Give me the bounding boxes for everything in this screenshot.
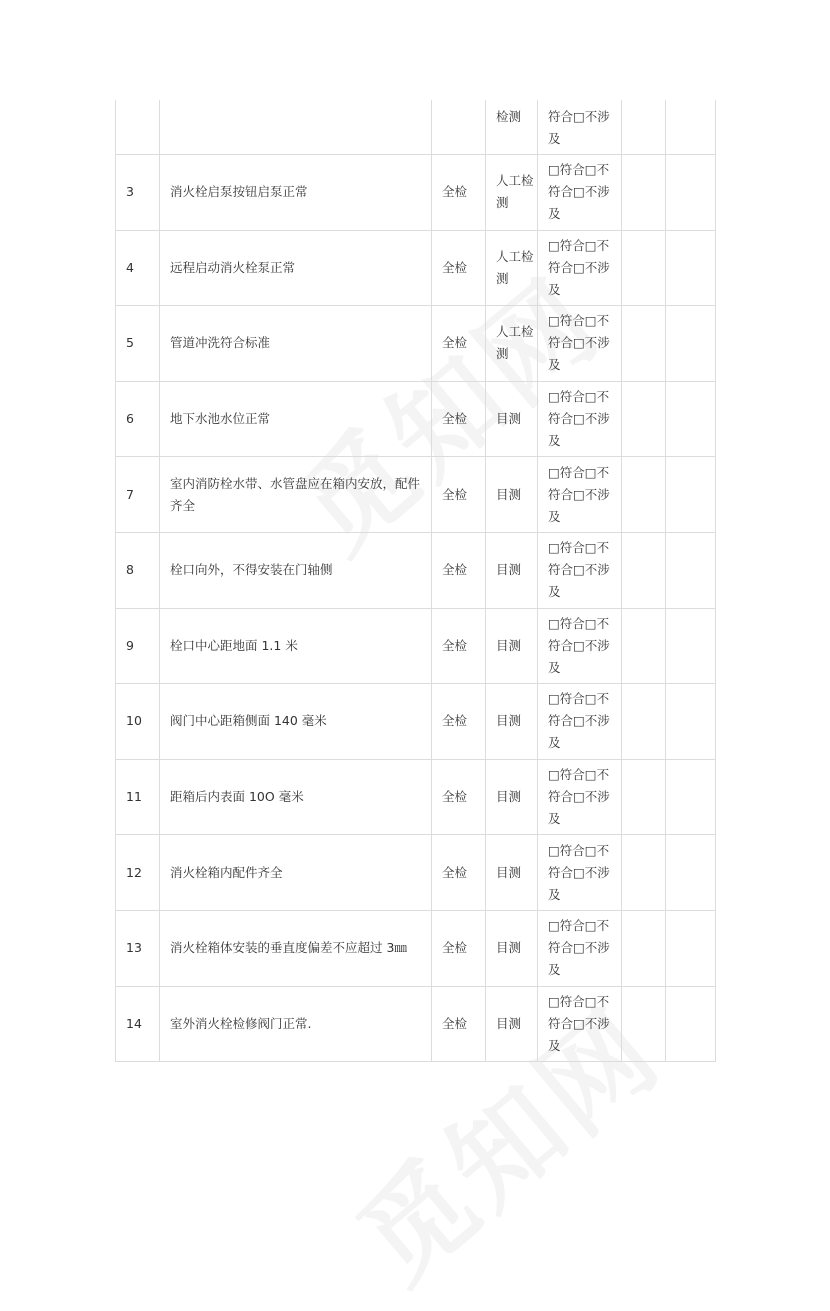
method-text: 人工检测 [496, 248, 534, 286]
scope-text: 全检 [442, 1015, 468, 1031]
number-text: 8 [126, 562, 134, 578]
method-cell [486, 532, 538, 608]
number-text: 3 [126, 184, 134, 200]
method-text: 目测 [496, 1015, 522, 1031]
remark-cell [666, 532, 716, 608]
number-cell [116, 835, 160, 911]
status-text: □符合□不符合□不涉及 [548, 918, 610, 978]
number-cell [116, 381, 160, 457]
scope-cell [432, 155, 486, 231]
status-text: □符合□不符合□不涉及 [548, 162, 610, 222]
number-cell [116, 532, 160, 608]
item-cell [160, 835, 432, 911]
scope-text: 全检 [442, 940, 468, 956]
status-cell [538, 457, 622, 533]
table-row [116, 532, 716, 608]
number-text: 14 [126, 1015, 142, 1031]
number-cell [116, 684, 160, 760]
table-row [116, 759, 716, 835]
item-cell [160, 910, 432, 986]
table-row [116, 986, 716, 1062]
table-row [116, 835, 716, 911]
item-text: 栓口向外，不得安装在门轴侧 [170, 562, 333, 578]
number-text: 9 [126, 637, 134, 653]
method-cell [486, 986, 538, 1062]
table-row [116, 306, 716, 382]
status-cell [538, 608, 622, 684]
scope-cell [432, 986, 486, 1062]
item-text: 阀门中心距箱侧面 140 毫米 [170, 713, 327, 729]
remark-cell [666, 457, 716, 533]
number-text: 4 [126, 259, 134, 275]
scope-text: 全检 [442, 562, 468, 578]
result-cell [622, 457, 666, 533]
status-text: □符合□不符合□不涉及 [548, 464, 610, 524]
item-text: 距箱后内表面 10O 毫米 [170, 789, 304, 805]
scope-cell [432, 835, 486, 911]
item-cell [160, 986, 432, 1062]
number-text: 6 [126, 411, 134, 427]
remark-cell [666, 986, 716, 1062]
status-text: □符合□不符合□不涉及 [548, 313, 610, 373]
item-cell [160, 381, 432, 457]
item-cell [160, 230, 432, 306]
item-text: 消火栓箱体安装的垂直度偏差不应超过 3㎜ [170, 940, 407, 956]
result-cell [622, 986, 666, 1062]
scope-cell [432, 306, 486, 382]
result-cell [622, 684, 666, 760]
status-cell [538, 986, 622, 1062]
scope-cell [432, 100, 486, 155]
method-cell [486, 457, 538, 533]
result-cell [622, 759, 666, 835]
method-text: 检测 [496, 109, 522, 124]
scope-text: 全检 [442, 259, 468, 275]
item-text: 室内消防栓水带、水管盘应在箱内安放，配件齐全 [170, 475, 421, 513]
remark-cell [666, 100, 716, 155]
item-text: 远程启动消火栓泵正常 [170, 259, 296, 275]
number-cell [116, 230, 160, 306]
status-text: □符合□不符合□不涉及 [548, 842, 610, 902]
number-cell [116, 457, 160, 533]
status-cell [538, 532, 622, 608]
status-text: □符合□不符合□不涉及 [548, 237, 610, 297]
method-text: 目测 [496, 789, 522, 805]
table-row [116, 684, 716, 760]
remark-cell [666, 759, 716, 835]
remark-cell [666, 155, 716, 231]
result-cell [622, 230, 666, 306]
result-cell [622, 381, 666, 457]
method-text: 人工检测 [496, 324, 534, 362]
scope-cell [432, 532, 486, 608]
scope-text: 全检 [442, 864, 468, 880]
remark-cell [666, 910, 716, 986]
number-cell [116, 100, 160, 155]
method-text: 目测 [496, 486, 522, 502]
status-cell [538, 759, 622, 835]
remark-cell [666, 381, 716, 457]
method-text: 目测 [496, 637, 522, 653]
status-cell [538, 155, 622, 231]
result-cell [622, 306, 666, 382]
number-text: 12 [126, 864, 142, 880]
status-text: □符合□不符合□不涉及 [548, 993, 610, 1053]
item-text: 管道冲洗符合标准 [170, 335, 271, 351]
inspection-table [115, 100, 716, 1062]
item-cell [160, 457, 432, 533]
method-cell [486, 381, 538, 457]
number-cell [116, 986, 160, 1062]
table-row [116, 381, 716, 457]
item-cell [160, 759, 432, 835]
scope-cell [432, 608, 486, 684]
status-text: □符合□不符合□不涉及 [548, 615, 610, 675]
scope-text: 全检 [442, 637, 468, 653]
number-text: 10 [126, 713, 142, 729]
result-cell [622, 532, 666, 608]
status-text: □符合□不符合□不涉及 [548, 767, 610, 827]
table-row [116, 155, 716, 231]
table-row [116, 910, 716, 986]
method-text: 目测 [496, 864, 522, 880]
item-cell [160, 684, 432, 760]
result-cell [622, 835, 666, 911]
method-text: 目测 [496, 713, 522, 729]
item-text: 消火栓箱内配件齐全 [170, 864, 283, 880]
status-cell [538, 306, 622, 382]
scope-text: 全检 [442, 789, 468, 805]
remark-cell [666, 230, 716, 306]
scope-text: 全检 [442, 184, 468, 200]
scope-cell [432, 910, 486, 986]
result-cell [622, 100, 666, 155]
item-text: 栓口中心距地面 1.1 米 [170, 637, 298, 653]
scope-cell [432, 457, 486, 533]
item-text: 消火栓启泵按钮启泵正常 [170, 184, 308, 200]
method-text: 人工检测 [496, 173, 534, 211]
item-cell [160, 155, 432, 231]
item-cell [160, 608, 432, 684]
number-text: 13 [126, 940, 142, 956]
status-text: □符合□不符合□不涉及 [548, 691, 610, 751]
item-cell [160, 306, 432, 382]
status-cell [538, 100, 622, 155]
table-row [116, 457, 716, 533]
method-cell [486, 910, 538, 986]
method-cell [486, 306, 538, 382]
status-cell [538, 230, 622, 306]
number-cell [116, 155, 160, 231]
scope-text: 全检 [442, 335, 468, 351]
number-cell [116, 306, 160, 382]
scope-text: 全检 [442, 713, 468, 729]
method-cell [486, 759, 538, 835]
scope-cell [432, 230, 486, 306]
status-text: 符合□不涉及 [548, 109, 610, 146]
status-cell [538, 835, 622, 911]
method-text: 目测 [496, 562, 522, 578]
remark-cell [666, 835, 716, 911]
item-cell [160, 100, 432, 155]
table-row [116, 608, 716, 684]
status-cell [538, 684, 622, 760]
scope-cell [432, 684, 486, 760]
number-cell [116, 759, 160, 835]
number-text: 7 [126, 486, 134, 502]
scope-cell [432, 759, 486, 835]
result-cell [622, 608, 666, 684]
status-cell [538, 910, 622, 986]
method-cell [486, 608, 538, 684]
scope-text: 全检 [442, 411, 468, 427]
scope-cell [432, 381, 486, 457]
result-cell [622, 910, 666, 986]
method-cell [486, 100, 538, 155]
method-text: 目测 [496, 411, 522, 427]
item-text: 地下水池水位正常 [170, 411, 271, 427]
status-cell [538, 381, 622, 457]
number-cell [116, 608, 160, 684]
remark-cell [666, 306, 716, 382]
result-cell [622, 155, 666, 231]
number-text: 11 [126, 789, 142, 805]
status-text: □符合□不符合□不涉及 [548, 540, 610, 600]
item-cell [160, 532, 432, 608]
number-cell [116, 910, 160, 986]
method-cell [486, 155, 538, 231]
method-cell [486, 835, 538, 911]
method-cell [486, 684, 538, 760]
method-cell [486, 230, 538, 306]
scope-text: 全检 [442, 486, 468, 502]
remark-cell [666, 608, 716, 684]
item-text: 室外消火栓检修阀门正常. [170, 1015, 312, 1031]
table-row [116, 230, 716, 306]
status-text: □符合□不符合□不涉及 [548, 389, 610, 449]
method-text: 目测 [496, 940, 522, 956]
table-row [116, 100, 716, 155]
number-text: 5 [126, 335, 134, 351]
remark-cell [666, 684, 716, 760]
